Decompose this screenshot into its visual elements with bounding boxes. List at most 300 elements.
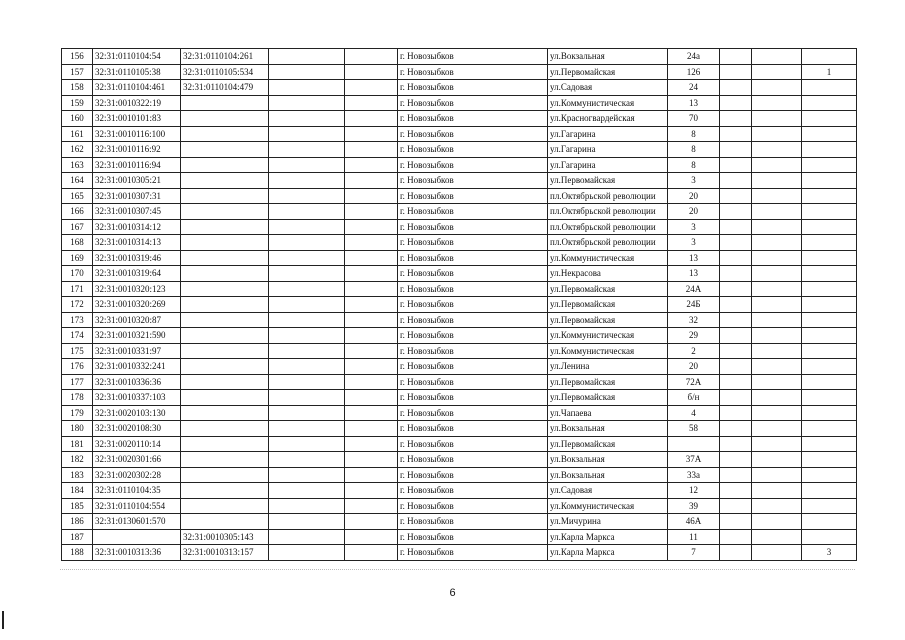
empty-cell	[269, 483, 345, 499]
empty-cell	[269, 49, 345, 65]
count-cell	[802, 374, 857, 390]
house-number-cell: 13	[668, 266, 720, 282]
city-cell: г. Новозыбков	[398, 452, 548, 468]
cadastral-number-cell: 32:31:0010320:87	[93, 312, 181, 328]
row-number-cell: 161	[62, 126, 93, 142]
empty-cell	[269, 142, 345, 158]
empty-cell	[752, 219, 802, 235]
count-cell: 3	[802, 545, 857, 561]
related-cadastral-cell	[181, 250, 269, 266]
cadastral-number-cell: 32:31:0010319:46	[93, 250, 181, 266]
row-number-cell: 156	[62, 49, 93, 65]
table-row	[62, 467, 857, 483]
empty-cell	[720, 142, 752, 158]
scan-artifact-line	[60, 569, 855, 571]
city-cell: г. Новозыбков	[398, 529, 548, 545]
street-cell: ул.Коммунистическая	[548, 498, 668, 514]
empty-cell	[720, 111, 752, 127]
empty-cell	[345, 436, 398, 452]
house-number-cell: 2	[668, 343, 720, 359]
cadastral-number-cell: 32:31:0010116:94	[93, 157, 181, 173]
house-number-cell: 24Б	[668, 297, 720, 313]
empty-cell	[752, 328, 802, 344]
cadastral-number-cell: 32:31:0010332:241	[93, 359, 181, 375]
empty-cell	[269, 545, 345, 561]
street-cell: пл.Октябрьской революции	[548, 188, 668, 204]
related-cadastral-cell	[181, 266, 269, 282]
table-row	[62, 142, 857, 158]
related-cadastral-cell	[181, 498, 269, 514]
street-cell: ул.Коммунистическая	[548, 95, 668, 111]
empty-cell	[720, 483, 752, 499]
empty-cell	[752, 250, 802, 266]
empty-cell	[345, 421, 398, 437]
related-cadastral-cell: 32:31:0110104:261	[181, 49, 269, 65]
house-number-cell: 58	[668, 421, 720, 437]
house-number-cell: 29	[668, 328, 720, 344]
row-number-cell: 186	[62, 514, 93, 530]
house-number-cell: 24	[668, 80, 720, 96]
street-cell: ул.Гагарина	[548, 157, 668, 173]
related-cadastral-cell	[181, 421, 269, 437]
cadastral-number-cell: 32:31:0010307:45	[93, 204, 181, 220]
empty-cell	[269, 498, 345, 514]
table-row	[62, 405, 857, 421]
empty-cell	[345, 235, 398, 251]
city-cell: г. Новозыбков	[398, 157, 548, 173]
empty-cell	[269, 157, 345, 173]
empty-cell	[269, 405, 345, 421]
table-row	[62, 250, 857, 266]
count-cell	[802, 529, 857, 545]
empty-cell	[345, 390, 398, 406]
row-number-cell: 178	[62, 390, 93, 406]
street-cell: ул.Ленина	[548, 359, 668, 375]
table-row	[62, 49, 857, 65]
row-number-cell: 166	[62, 204, 93, 220]
city-cell: г. Новозыбков	[398, 250, 548, 266]
cadastral-number-cell: 32:31:0020302:28	[93, 467, 181, 483]
city-cell: г. Новозыбков	[398, 483, 548, 499]
empty-cell	[345, 126, 398, 142]
row-number-cell: 159	[62, 95, 93, 111]
empty-cell	[752, 235, 802, 251]
empty-cell	[269, 126, 345, 142]
city-cell: г. Новозыбков	[398, 359, 548, 375]
cadastral-number-cell: 32:31:0110104:35	[93, 483, 181, 499]
city-cell: г. Новозыбков	[398, 328, 548, 344]
row-number-cell: 162	[62, 142, 93, 158]
street-cell: ул.Вокзальная	[548, 49, 668, 65]
empty-cell	[345, 328, 398, 344]
count-cell	[802, 126, 857, 142]
related-cadastral-cell	[181, 405, 269, 421]
empty-cell	[345, 312, 398, 328]
street-cell: ул.Первомайская	[548, 64, 668, 80]
city-cell: г. Новозыбков	[398, 49, 548, 65]
empty-cell	[720, 498, 752, 514]
empty-cell	[752, 421, 802, 437]
empty-cell	[752, 514, 802, 530]
row-number-cell: 181	[62, 436, 93, 452]
empty-cell	[345, 452, 398, 468]
empty-cell	[752, 95, 802, 111]
house-number-cell: 12	[668, 483, 720, 499]
count-cell	[802, 173, 857, 189]
city-cell: г. Новозыбков	[398, 95, 548, 111]
empty-cell	[752, 188, 802, 204]
empty-cell	[752, 390, 802, 406]
cadastral-number-cell: 32:31:0010116:100	[93, 126, 181, 142]
cadastral-number-cell: 32:31:0020110:14	[93, 436, 181, 452]
city-cell: г. Новозыбков	[398, 235, 548, 251]
cadastral-number-cell	[93, 529, 181, 545]
empty-cell	[752, 436, 802, 452]
related-cadastral-cell	[181, 281, 269, 297]
empty-cell	[720, 64, 752, 80]
city-cell: г. Новозыбков	[398, 80, 548, 96]
related-cadastral-cell	[181, 467, 269, 483]
empty-cell	[269, 219, 345, 235]
empty-cell	[345, 297, 398, 313]
related-cadastral-cell	[181, 390, 269, 406]
empty-cell	[752, 405, 802, 421]
row-number-cell: 158	[62, 80, 93, 96]
table-row	[62, 328, 857, 344]
street-cell: ул.Первомайская	[548, 390, 668, 406]
table-row	[62, 235, 857, 251]
row-number-cell: 187	[62, 529, 93, 545]
city-cell: г. Новозыбков	[398, 281, 548, 297]
empty-cell	[345, 188, 398, 204]
empty-cell	[720, 529, 752, 545]
count-cell	[802, 436, 857, 452]
empty-cell	[720, 235, 752, 251]
house-number-cell: 13	[668, 250, 720, 266]
empty-cell	[269, 297, 345, 313]
street-cell: ул.Карла Маркса	[548, 529, 668, 545]
city-cell: г. Новозыбков	[398, 312, 548, 328]
city-cell: г. Новозыбков	[398, 266, 548, 282]
related-cadastral-cell	[181, 328, 269, 344]
empty-cell	[269, 204, 345, 220]
street-cell: ул.Садовая	[548, 80, 668, 96]
house-number-cell: 72А	[668, 374, 720, 390]
street-cell: ул.Первомайская	[548, 436, 668, 452]
related-cadastral-cell	[181, 343, 269, 359]
cadastral-number-cell: 32:31:0110105:38	[93, 64, 181, 80]
empty-cell	[269, 436, 345, 452]
empty-cell	[345, 95, 398, 111]
count-cell	[802, 111, 857, 127]
table-row	[62, 498, 857, 514]
empty-cell	[720, 266, 752, 282]
street-cell: ул.Некрасова	[548, 266, 668, 282]
table-row	[62, 173, 857, 189]
empty-cell	[345, 49, 398, 65]
street-cell: ул.Вокзальная	[548, 421, 668, 437]
row-number-cell: 170	[62, 266, 93, 282]
city-cell: г. Новозыбков	[398, 405, 548, 421]
row-number-cell: 157	[62, 64, 93, 80]
city-cell: г. Новозыбков	[398, 173, 548, 189]
house-number-cell: 37А	[668, 452, 720, 468]
empty-cell	[345, 359, 398, 375]
empty-cell	[752, 111, 802, 127]
street-cell: пл.Октябрьской революции	[548, 235, 668, 251]
city-cell: г. Новозыбков	[398, 436, 548, 452]
empty-cell	[752, 312, 802, 328]
related-cadastral-cell	[181, 95, 269, 111]
street-cell: ул.Первомайская	[548, 374, 668, 390]
empty-cell	[720, 49, 752, 65]
related-cadastral-cell	[181, 312, 269, 328]
empty-cell	[720, 328, 752, 344]
page-number: 6	[449, 587, 456, 599]
cadastral-number-cell: 32:31:0010336:36	[93, 374, 181, 390]
empty-cell	[345, 483, 398, 499]
count-cell	[802, 328, 857, 344]
empty-cell	[720, 204, 752, 220]
street-cell: ул.Коммунистическая	[548, 328, 668, 344]
house-number-cell: 46А	[668, 514, 720, 530]
house-number-cell: б/н	[668, 390, 720, 406]
row-number-cell: 180	[62, 421, 93, 437]
house-number-cell: 13	[668, 95, 720, 111]
city-cell: г. Новозыбков	[398, 467, 548, 483]
count-cell	[802, 390, 857, 406]
cadastral-number-cell: 32:31:0010313:36	[93, 545, 181, 561]
empty-cell	[720, 514, 752, 530]
empty-cell	[752, 80, 802, 96]
street-cell: ул.Гагарина	[548, 126, 668, 142]
count-cell	[802, 142, 857, 158]
house-number-cell: 70	[668, 111, 720, 127]
cadastral-number-cell: 32:31:0010319:64	[93, 266, 181, 282]
count-cell	[802, 235, 857, 251]
empty-cell	[720, 250, 752, 266]
cadastral-number-cell: 32:31:0110104:461	[93, 80, 181, 96]
table-row	[62, 421, 857, 437]
table-row	[62, 219, 857, 235]
empty-cell	[345, 529, 398, 545]
empty-cell	[345, 467, 398, 483]
empty-cell	[720, 452, 752, 468]
empty-cell	[269, 111, 345, 127]
street-cell: ул.Первомайская	[548, 281, 668, 297]
street-cell: ул.Коммунистическая	[548, 250, 668, 266]
cadastral-number-cell: 32:31:0020103:130	[93, 405, 181, 421]
empty-cell	[345, 80, 398, 96]
related-cadastral-cell: 32:31:0010305:143	[181, 529, 269, 545]
table-row	[62, 188, 857, 204]
house-number-cell: 3	[668, 219, 720, 235]
cadastral-number-cell: 32:31:0010101:83	[93, 111, 181, 127]
empty-cell	[720, 157, 752, 173]
empty-cell	[269, 328, 345, 344]
city-cell: г. Новозыбков	[398, 142, 548, 158]
table-row	[62, 80, 857, 96]
empty-cell	[752, 297, 802, 313]
row-number-cell: 188	[62, 545, 93, 561]
empty-cell	[269, 266, 345, 282]
table-row	[62, 157, 857, 173]
empty-cell	[269, 312, 345, 328]
empty-cell	[269, 64, 345, 80]
cadastral-number-cell: 32:31:0010307:31	[93, 188, 181, 204]
row-number-cell: 171	[62, 281, 93, 297]
table-row	[62, 312, 857, 328]
scan-edge-mark	[2, 611, 4, 629]
street-cell: ул.Мичурина	[548, 514, 668, 530]
table-row	[62, 95, 857, 111]
empty-cell	[345, 219, 398, 235]
count-cell	[802, 188, 857, 204]
street-cell: ул.Карла Маркса	[548, 545, 668, 561]
related-cadastral-cell	[181, 297, 269, 313]
empty-cell	[269, 173, 345, 189]
cadastral-number-cell: 32:31:0010337:103	[93, 390, 181, 406]
empty-cell	[752, 64, 802, 80]
cadastral-number-cell: 32:31:0130601:570	[93, 514, 181, 530]
city-cell: г. Новозыбков	[398, 204, 548, 220]
empty-cell	[752, 359, 802, 375]
row-number-cell: 169	[62, 250, 93, 266]
empty-cell	[720, 312, 752, 328]
row-number-cell: 167	[62, 219, 93, 235]
empty-cell	[269, 250, 345, 266]
empty-cell	[345, 250, 398, 266]
empty-cell	[752, 498, 802, 514]
empty-cell	[345, 157, 398, 173]
empty-cell	[269, 452, 345, 468]
count-cell: 1	[802, 64, 857, 80]
cadastral-number-cell: 32:31:0010314:12	[93, 219, 181, 235]
empty-cell	[345, 64, 398, 80]
row-number-cell: 173	[62, 312, 93, 328]
city-cell: г. Новозыбков	[398, 111, 548, 127]
row-number-cell: 174	[62, 328, 93, 344]
empty-cell	[720, 80, 752, 96]
table-row	[62, 529, 857, 545]
related-cadastral-cell	[181, 514, 269, 530]
street-cell: пл.Октябрьской революции	[548, 204, 668, 220]
empty-cell	[752, 204, 802, 220]
street-cell: ул.Вокзальная	[548, 452, 668, 468]
empty-cell	[269, 467, 345, 483]
count-cell	[802, 452, 857, 468]
empty-cell	[752, 545, 802, 561]
city-cell: г. Новозыбков	[398, 343, 548, 359]
count-cell	[802, 281, 857, 297]
table-body	[62, 49, 857, 561]
row-number-cell: 160	[62, 111, 93, 127]
street-cell: ул.Коммунистическая	[548, 343, 668, 359]
street-cell: ул.Гагарина	[548, 142, 668, 158]
row-number-cell: 175	[62, 343, 93, 359]
city-cell: г. Новозыбков	[398, 390, 548, 406]
count-cell	[802, 204, 857, 220]
related-cadastral-cell	[181, 126, 269, 142]
count-cell	[802, 514, 857, 530]
table-row	[62, 374, 857, 390]
row-number-cell: 185	[62, 498, 93, 514]
house-number-cell: 7	[668, 545, 720, 561]
house-number-cell: 39	[668, 498, 720, 514]
table-row	[62, 436, 857, 452]
empty-cell	[345, 281, 398, 297]
count-cell	[802, 467, 857, 483]
empty-cell	[720, 95, 752, 111]
table-row	[62, 266, 857, 282]
row-number-cell: 177	[62, 374, 93, 390]
registry-table	[61, 48, 857, 561]
cadastral-number-cell: 32:31:0020108:30	[93, 421, 181, 437]
street-cell: ул.Первомайская	[548, 173, 668, 189]
house-number-cell: 32	[668, 312, 720, 328]
empty-cell	[752, 173, 802, 189]
related-cadastral-cell	[181, 436, 269, 452]
count-cell	[802, 80, 857, 96]
count-cell	[802, 343, 857, 359]
empty-cell	[720, 343, 752, 359]
street-cell: ул.Первомайская	[548, 297, 668, 313]
empty-cell	[345, 545, 398, 561]
empty-cell	[752, 142, 802, 158]
empty-cell	[752, 49, 802, 65]
empty-cell	[752, 157, 802, 173]
table-row	[62, 64, 857, 80]
count-cell	[802, 219, 857, 235]
empty-cell	[269, 281, 345, 297]
empty-cell	[720, 281, 752, 297]
table-row	[62, 204, 857, 220]
house-number-cell: 20	[668, 188, 720, 204]
empty-cell	[345, 498, 398, 514]
empty-cell	[720, 545, 752, 561]
empty-cell	[720, 421, 752, 437]
empty-cell	[345, 343, 398, 359]
row-number-cell: 176	[62, 359, 93, 375]
count-cell	[802, 157, 857, 173]
cadastral-number-cell: 32:31:0010321:590	[93, 328, 181, 344]
count-cell	[802, 297, 857, 313]
count-cell	[802, 250, 857, 266]
related-cadastral-cell	[181, 142, 269, 158]
table-row	[62, 126, 857, 142]
empty-cell	[720, 297, 752, 313]
empty-cell	[345, 266, 398, 282]
empty-cell	[752, 281, 802, 297]
cadastral-number-cell: 32:31:0010320:269	[93, 297, 181, 313]
row-number-cell: 184	[62, 483, 93, 499]
street-cell: пл.Октябрьской революции	[548, 219, 668, 235]
related-cadastral-cell	[181, 111, 269, 127]
empty-cell	[752, 266, 802, 282]
count-cell	[802, 421, 857, 437]
row-number-cell: 165	[62, 188, 93, 204]
street-cell: ул.Вокзальная	[548, 467, 668, 483]
count-cell	[802, 266, 857, 282]
row-number-cell: 164	[62, 173, 93, 189]
empty-cell	[269, 374, 345, 390]
house-number-cell: 8	[668, 142, 720, 158]
row-number-cell: 168	[62, 235, 93, 251]
related-cadastral-cell	[181, 374, 269, 390]
table-row	[62, 514, 857, 530]
house-number-cell: 3	[668, 235, 720, 251]
empty-cell	[269, 235, 345, 251]
